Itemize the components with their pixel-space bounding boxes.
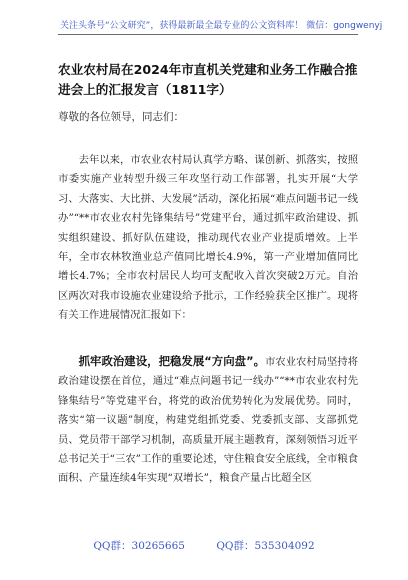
- paragraph-intro: 去年以来，市农业农村局认真学方略、谋创新、抓落实，按照市委实施产业转型升级三年攻坚行动工作部署，扎实开展“大学习、大落实、大比拼、大发展”活动，深化拓展“难点问题书记一线办”“**市农业农村先锋集结号”党建平台，通过抓牢政治建设、抓实组织建设、抓好队伍建设，推动现代农业产业提质增效。上半年，全市农林牧渔业总产值同比增长4.9%，第一产业增加值同比增长4.7%；全市农村居民人均可支配收入首次突破2万元。自治区两次对我市设施农业建设给予批示，工作经验获全区推广。现将有关工作进展情况汇报如下：: [58, 154, 358, 322]
- paragraph-political-building: [58, 352, 358, 489]
- footer-qq-group-1: QQ群：30265665: [93, 540, 185, 552]
- header-banner: 关注头条号“公文研究”，获得最新最全最专业的公文资料库！ 微信：gongwenyj: [60, 21, 383, 31]
- document-title: 农业农村局在2024年市直机关党建和业务工作融合推进会上的汇报发言（1811字）: [58, 62, 358, 97]
- header-divider: [58, 34, 358, 35]
- footer-qq-group-2: QQ群：535304092: [216, 540, 315, 552]
- salutation: 尊敬的各位领导，同志们：: [58, 111, 184, 123]
- paragraph-body: 市农业农村局坚持将政治建设摆在首位，通过“难点问题书记一线办”“**市农业农村先锋集结号”等党建平台，将党的政治优势转化为发展优势。同时，落实“第一议题”制度，构建党组抓党委、党委抓支部、支部抓党员、党员带干部学习机制，高质量开展主题教育，深刻领悟习近平总书记关于“三农”工作的重要论述，守住粮食安全底线，全市粮食面积、产量连续4年实现“双增长”，粮食产量占比超全区: [58, 356, 359, 485]
- paragraph-lead-heading: 抓牢政治建设，把稳发展“方向盘”。: [78, 354, 266, 368]
- footer: [0, 538, 408, 553]
